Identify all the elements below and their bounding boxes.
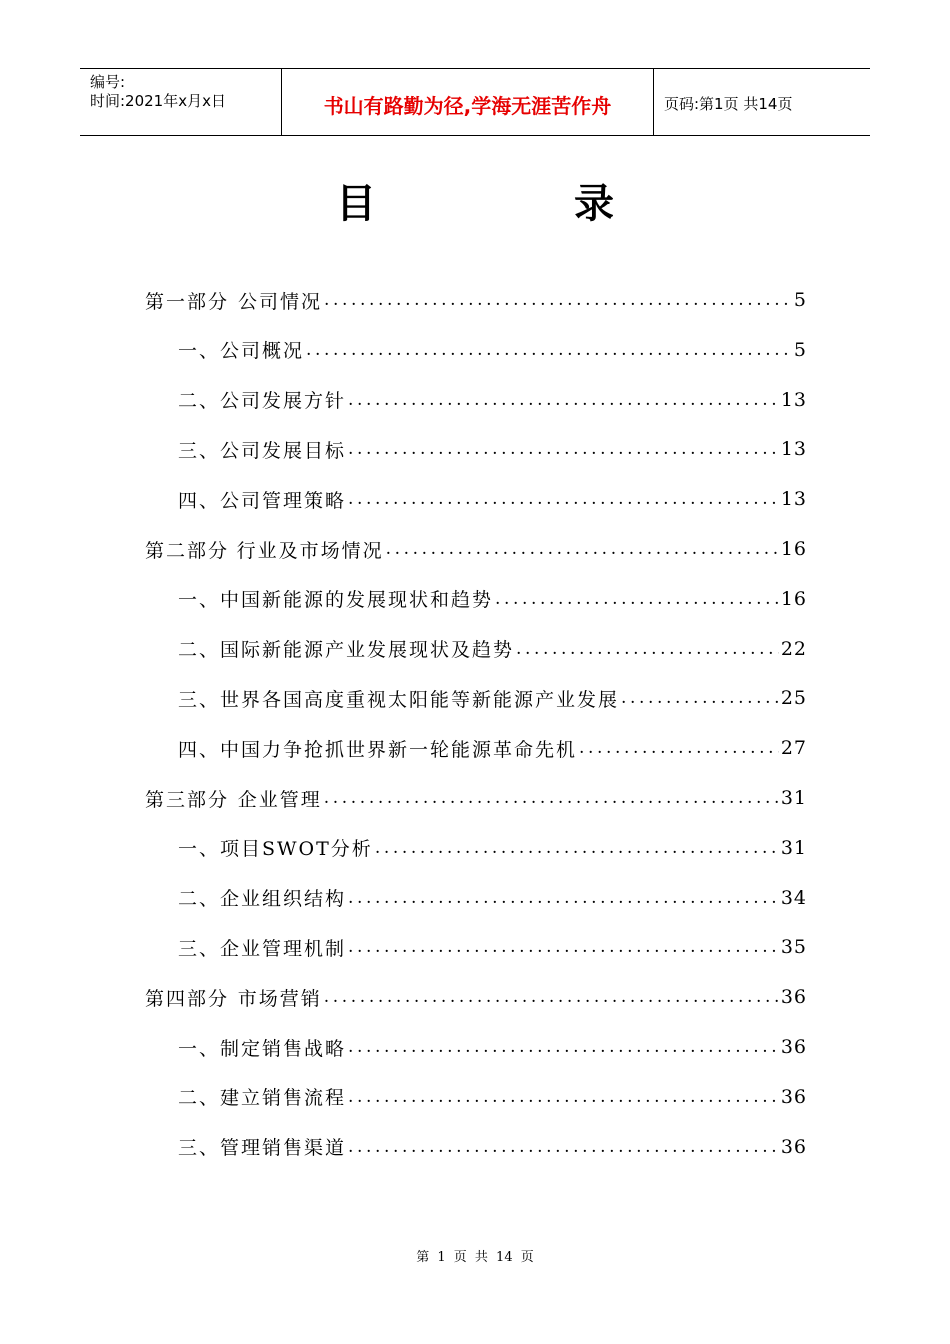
toc-entry-label: 市场营销 [237, 987, 322, 1010]
toc-entry-label: 世界各国高度重视太阳能等新能源产业发展 [220, 688, 620, 711]
header-motto: 书山有路勤为径,学海无涯苦作舟 [282, 69, 654, 135]
toc-entry-leader-dots [324, 290, 792, 310]
toc-entry-number: 二、 [178, 390, 221, 413]
toc-entry-label: 公司概况 [220, 340, 305, 363]
toc-entry[interactable] [178, 385, 807, 415]
toc-entry-page-number: 27 [780, 737, 807, 760]
toc-entry-number: 一、 [178, 589, 221, 612]
document-time-label: 时间:2021年x月x日 [90, 92, 226, 110]
toc-entry-number: 一、 [178, 838, 221, 861]
toc-entry[interactable] [178, 1132, 807, 1162]
toc-entry-label: 建立销售流程 [220, 1087, 347, 1110]
toc-entry-leader-dots [348, 489, 779, 509]
header-meta-cell [80, 69, 282, 135]
toc-entry-number: 第二部分 [145, 539, 230, 562]
page-title: 目 录 [336, 181, 706, 227]
toc-entry[interactable] [145, 783, 807, 813]
toc-entry-page-number: 36 [780, 1085, 807, 1108]
toc-entry-leader-dots [495, 589, 779, 609]
toc-entry[interactable] [178, 932, 807, 962]
toc-entry-page-number: 16 [780, 538, 807, 560]
toc-entry-number: 三、 [178, 688, 221, 711]
toc-entry-page-number: 36 [780, 986, 807, 1009]
page-footer: 第 1 页 共 14 页 [416, 1250, 534, 1265]
toc-entry-page-number: 36 [780, 1036, 807, 1058]
toc-entry-number: 四、 [178, 738, 221, 761]
toc-entry[interactable] [178, 634, 807, 664]
toc-entry[interactable] [178, 883, 807, 913]
toc-entry-leader-dots [348, 390, 779, 410]
toc-entry-label: 公司情况 [238, 290, 323, 313]
toc-entry-page-number: 13 [780, 488, 807, 511]
toc-entry-leader-dots [516, 639, 779, 659]
toc-entry[interactable] [178, 733, 807, 763]
toc-entry-label: 项目SWOT分析 [220, 838, 373, 861]
toc-entry-leader-dots [348, 937, 779, 957]
toc-entry-leader-dots [348, 1087, 779, 1107]
toc-entry[interactable] [178, 1082, 807, 1112]
toc-entry-label: 国际新能源产业发展现状及趋势 [220, 639, 515, 662]
toc-entry[interactable] [178, 584, 807, 614]
toc-entry-leader-dots [306, 340, 792, 360]
toc-entry-page-number: 31 [780, 836, 807, 859]
toc-entry[interactable] [178, 434, 807, 464]
toc-entry[interactable] [145, 285, 807, 315]
toc-entry[interactable] [178, 683, 807, 713]
toc-entry-label: 制定销售战略 [220, 1037, 347, 1060]
toc-entry-page-number: 25 [780, 687, 807, 710]
toc-entry-page-number: 36 [780, 1135, 807, 1158]
document-number-label: 编号: [90, 73, 126, 91]
toc-entry-label: 公司发展方针 [220, 390, 347, 413]
toc-entry-number: 二、 [178, 888, 221, 911]
toc-entry-label: 中国新能源的发展现状和趋势 [220, 589, 494, 612]
toc-entry[interactable] [145, 534, 807, 564]
page-header [80, 68, 870, 136]
toc-entry-leader-dots [579, 738, 779, 758]
toc-entry[interactable] [178, 1032, 807, 1062]
toc-entry-label: 公司发展目标 [220, 439, 347, 462]
toc-entry-label: 管理销售渠道 [220, 1137, 347, 1160]
toc-entry-number: 三、 [178, 937, 221, 960]
toc-entry-leader-dots [375, 838, 779, 858]
toc-entry-leader-dots [324, 788, 779, 808]
toc-entry-page-number: 22 [780, 637, 807, 660]
toc-entry-leader-dots [386, 539, 779, 559]
toc-entry[interactable] [178, 484, 807, 514]
toc-entry-label: 企业管理机制 [220, 937, 347, 960]
toc-entry-leader-dots [348, 439, 779, 459]
toc-entry-page-number: 5 [793, 338, 807, 361]
toc-entry-leader-dots [324, 987, 779, 1007]
toc-entry-label: 行业及市场情况 [236, 539, 384, 562]
toc-entry-leader-dots [348, 1037, 779, 1057]
toc-entry-label: 企业管理 [237, 788, 322, 811]
toc-entry-number: 一、 [178, 1037, 221, 1060]
toc-entry-number: 一、 [178, 340, 221, 363]
toc-entry-number: 二、 [178, 1087, 221, 1110]
toc-entry-number: 第一部分 [145, 290, 230, 313]
header-page-info: 页码:第1页 共14页 [664, 94, 793, 113]
toc-entry-page-number: 35 [780, 936, 807, 959]
toc-entry-page-number: 5 [793, 289, 807, 311]
toc-entry-number: 三、 [178, 439, 221, 462]
toc-entry-number: 第四部分 [145, 987, 230, 1010]
toc-entry-page-number: 13 [780, 388, 807, 411]
toc-entry-page-number: 31 [780, 787, 807, 809]
toc-entry[interactable] [145, 982, 807, 1012]
toc-entry-leader-dots [348, 1137, 779, 1157]
toc-entry-number: 三、 [178, 1137, 221, 1160]
toc-entry-leader-dots [621, 688, 779, 708]
toc-entry-number: 四、 [178, 489, 221, 512]
toc-entry-label: 中国力争抢抓世界新一轮能源革命先机 [220, 738, 578, 761]
toc-entry-leader-dots [348, 888, 779, 908]
toc-entry-page-number: 34 [780, 886, 807, 909]
toc-entry-label: 公司管理策略 [220, 489, 347, 512]
toc-entry-number: 二、 [178, 639, 221, 662]
toc-entry[interactable] [178, 335, 807, 365]
toc-entry-number: 第三部分 [145, 788, 230, 811]
toc-entry-label: 企业组织结构 [220, 888, 347, 911]
toc-entry[interactable] [178, 833, 807, 863]
toc-entry-page-number: 16 [780, 587, 807, 610]
toc-entry-page-number: 13 [780, 438, 807, 461]
